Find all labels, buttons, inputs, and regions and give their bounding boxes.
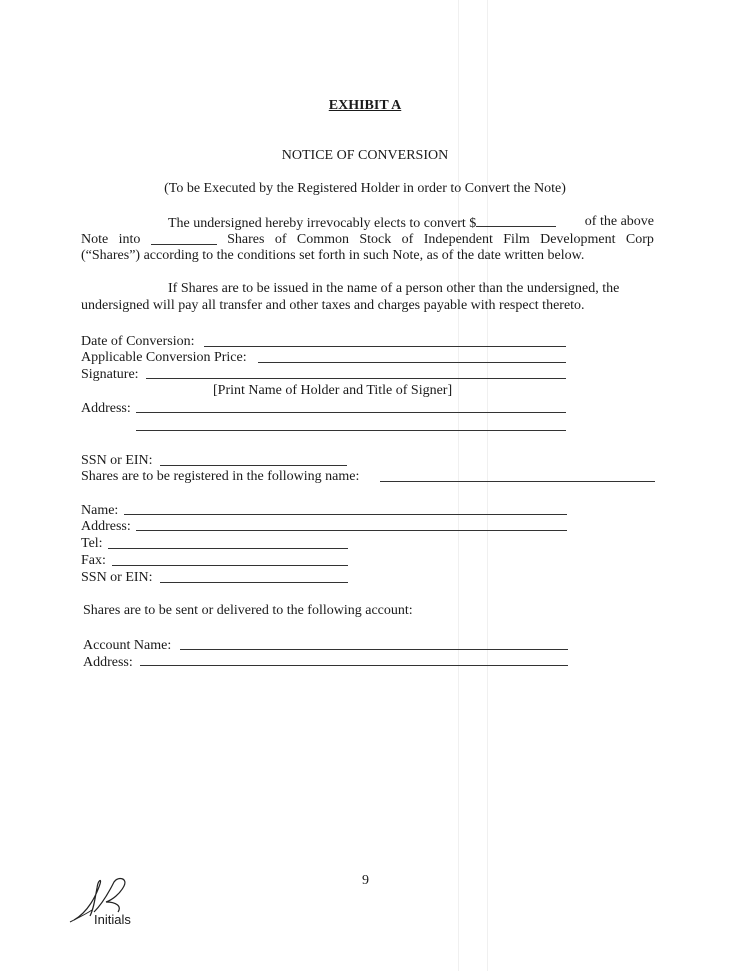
address3-line[interactable] — [140, 665, 568, 666]
name-label: Name: — [81, 503, 119, 518]
address-label: Address: — [81, 401, 131, 416]
ssn-ein2-label: SSN or EIN: — [81, 570, 153, 585]
fax-label: Fax: — [81, 553, 106, 568]
fax-line[interactable] — [112, 565, 348, 566]
para2-line2: undersigned will pay all transfer and other taxes and charges payable with respect thereto. — [81, 298, 585, 313]
address2-line[interactable] — [136, 530, 567, 531]
initials-label: Initials — [94, 912, 131, 927]
date-of-conversion-line[interactable] — [204, 346, 566, 347]
date-of-conversion-label: Date of Conversion: — [81, 334, 195, 349]
registered-name-line[interactable] — [380, 481, 655, 482]
page-fold — [458, 0, 459, 971]
page-fold — [487, 0, 488, 971]
exhibit-title: EXHIBIT A — [328, 98, 402, 113]
page-number: 9 — [362, 873, 369, 888]
address-line-2[interactable] — [136, 430, 566, 431]
address3-label: Address: — [83, 655, 133, 670]
conversion-price-line[interactable] — [258, 362, 566, 363]
address2-label: Address: — [81, 519, 131, 534]
shares-blank[interactable] — [151, 232, 217, 245]
notice-title: NOTICE OF CONVERSION — [281, 148, 449, 163]
para1-line3: (“Shares”) according to the conditions set forth in such Note, as of the date written below. — [81, 248, 585, 263]
delivery-text: Shares are to be sent or delivered to the following account: — [83, 603, 413, 618]
ssn-ein-label: SSN or EIN: — [81, 453, 153, 468]
ssn-ein2-line[interactable] — [160, 582, 348, 583]
para2-line1: If Shares are to be issued in the name of a person other than the undersigned, the — [168, 281, 620, 296]
notice-subtitle: (To be Executed by the Registered Holder in order to Convert the Note) — [164, 181, 566, 196]
account-name-label: Account Name: — [83, 638, 172, 653]
account-name-line[interactable] — [180, 649, 568, 650]
conversion-price-label: Applicable Conversion Price: — [81, 350, 247, 365]
print-name-caption: [Print Name of Holder and Title of Signer] — [213, 383, 453, 398]
address-line-1[interactable] — [136, 412, 566, 413]
amount-blank[interactable] — [476, 214, 556, 227]
registered-name-label: Shares are to be registered in the following name: — [81, 469, 360, 484]
para1-line1: The undersigned hereby irrevocably elects to convert $ of the above — [168, 214, 654, 231]
ssn-ein-line[interactable] — [160, 465, 347, 466]
name-line[interactable] — [124, 514, 567, 515]
signature-label: Signature: — [81, 367, 139, 382]
tel-line[interactable] — [108, 548, 348, 549]
tel-label: Tel: — [81, 536, 103, 551]
para1-line2: Note into Shares of Common Stock of Independent Film Development Corp — [81, 232, 654, 247]
signature-line[interactable] — [146, 378, 566, 379]
